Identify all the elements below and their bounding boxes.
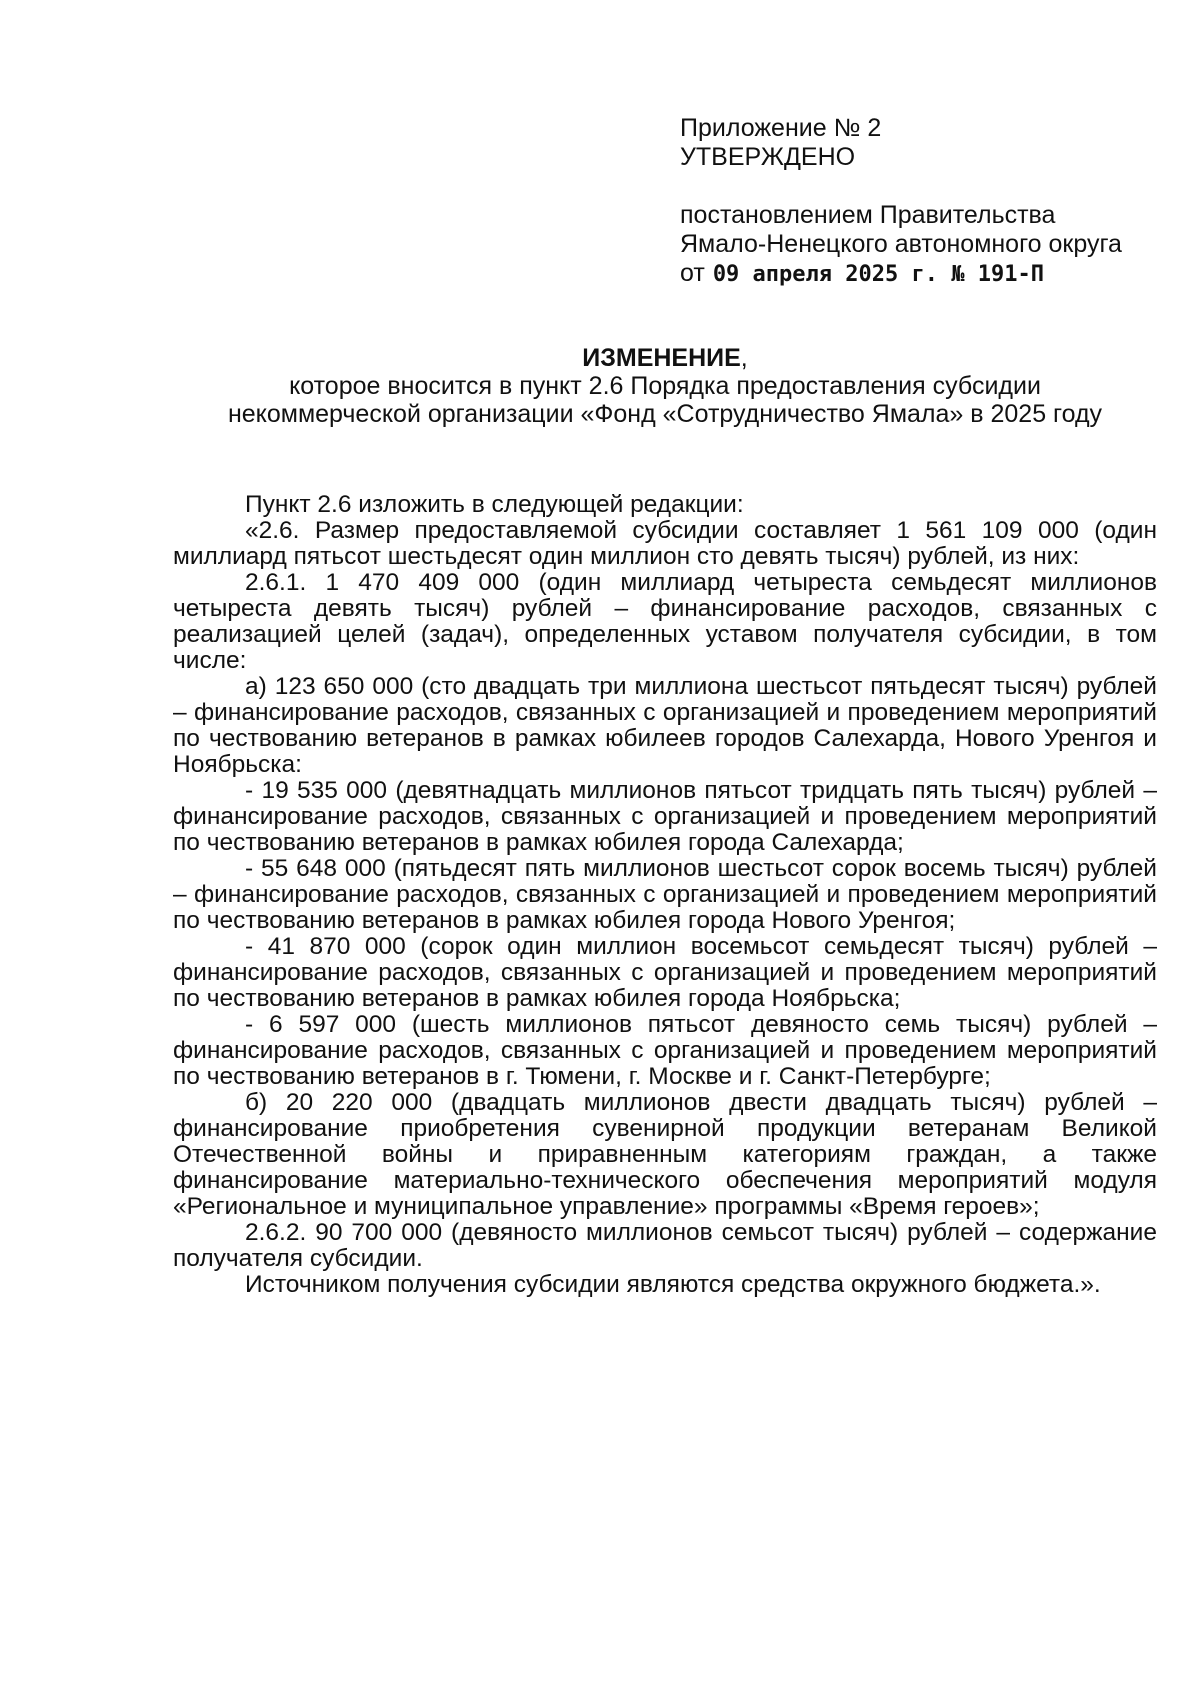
title-heading: ИЗМЕНЕНИЕ bbox=[582, 344, 741, 372]
title-heading-comma: , bbox=[740, 344, 748, 372]
paragraph-2-6: «2.6. Размер предоставляемой субсидии составляет 1 561 109 000 (один миллиард пятьсот шестьдесят один миллион сто девять тысяч) рублей, из них: bbox=[173, 517, 1157, 570]
approval-block bbox=[680, 114, 1122, 289]
paragraph-2-6-2: 2.6.2. 90 700 000 (девяносто миллионов семьсот тысяч) рублей – содержание получателя субсидии. bbox=[173, 1219, 1157, 1272]
paragraph-intro: Пункт 2.6 изложить в следующей редакции: bbox=[245, 491, 744, 518]
approval-gap bbox=[680, 172, 1122, 201]
body-text bbox=[173, 492, 1157, 1298]
decree-date-number: 09 апреля 2025 г. № 191-П bbox=[712, 262, 1044, 287]
title-heading-line bbox=[150, 344, 1180, 372]
decree-line-2: Ямало-Ненецкого автономного округа bbox=[680, 230, 1122, 258]
paragraph-a: а) 123 650 000 (сто двадцать три миллиона шестьсот пятьдесят тысяч) рублей – финансирование расходов, связанных с организацией и проведением мероприятий по чествованию ветеранов в рамках юбилеев городов Салехарда, Нового Уренгоя и Ноябрьска: bbox=[173, 673, 1157, 778]
appendix-label: Приложение № 2 bbox=[680, 114, 882, 142]
subtitle-line-1: которое вносится в пункт 2.6 Порядка предоставления субсидии bbox=[289, 372, 1041, 400]
approved-label: УТВЕРЖДЕНО bbox=[680, 143, 856, 171]
subtitle-line-2: некоммерческой организации «Фонд «Сотрудничество Ямала» в 2025 году bbox=[227, 400, 1103, 428]
paragraph-salekhard: - 19 535 000 (девятнадцать миллионов пятьсот тридцать пять тысяч) рублей – финансирование расходов, связанных с организацией и проведением мероприятий по чествованию ветеранов в рамках юбилея города Салехарда; bbox=[173, 777, 1157, 856]
decree-date-line bbox=[680, 259, 1122, 289]
paragraph-tyumen-moscow-spb: - 6 597 000 (шесть миллионов пятьсот девяносто семь тысяч) рублей – финансирование расходов, связанных с организацией и проведением мероприятий по чествованию ветеранов в г. Тюмени, г. Москве и г. Санкт-Петербурге; bbox=[173, 1011, 1157, 1090]
paragraph-2-6-1: 2.6.1. 1 470 409 000 (один миллиард четыреста семьдесят миллионов четыреста девять тысяч) рублей – финансирование расходов, связанных с реализацией целей (задач), определенных уставом получателя субсидии, в том числе: bbox=[173, 569, 1157, 674]
paragraph-source: Источником получения субсидии являются средства окружного бюджета.». bbox=[245, 1271, 1101, 1298]
decree-line-1: постановлением Правительства bbox=[680, 201, 1056, 229]
from-label: от bbox=[680, 259, 705, 287]
paragraph-novy-urengoy: - 55 648 000 (пятьдесят пять миллионов шестьсот сорок восемь тысяч) рублей – финансирование расходов, связанных с организацией и проведением мероприятий по чествованию ветеранов в рамках юбилея города Нового Уренгоя; bbox=[173, 855, 1157, 934]
paragraph-b: б) 20 220 000 (двадцать миллионов двести двадцать тысяч) рублей – финансирование приобретения сувенирной продукции ветеранам Великой Отечественной войны и приравненным категориям граждан, а также финансирование материально-технического обеспечения мероприятий модуля «Региональное и муниципальное управление» программы «Время героев»; bbox=[173, 1089, 1157, 1220]
title-block bbox=[150, 344, 1180, 428]
paragraph-noyabrsk: - 41 870 000 (сорок один миллион восемьсот семьдесят тысяч) рублей – финансирование расходов, связанных с организацией и проведением мероприятий по чествованию ветеранов в рамках юбилея города Ноябрьска; bbox=[173, 933, 1157, 1012]
